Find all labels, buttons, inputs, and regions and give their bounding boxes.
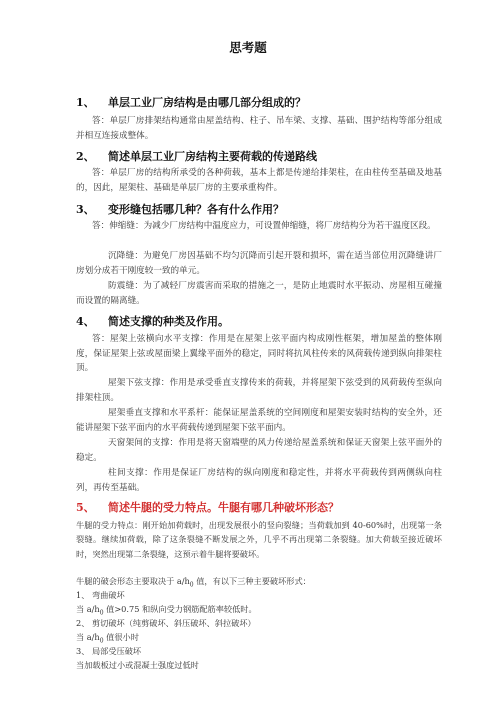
question-5-heading — [76, 499, 339, 515]
answer-4-skylight-bracing: 天窗架间的支撑：作用是将天窗端壁的风力传递给屋盖系统和保证天窗架上弦平面外的稳定。 — [76, 438, 442, 463]
answer-3-expansion-joint: 答：伸缩缝：为减少厂房结构中温度应力，可设置伸缩缝，将厂房结构分为若干温度区段。 — [92, 221, 436, 231]
question-1-text: 单层工业厂房结构是由哪几部分组成的？ — [108, 96, 306, 109]
failure-mode-2-condition: 当 $a/h_0$ 值很小时 — [76, 632, 139, 645]
answer-1: 答：单层厂房排架结构通常由屋盖结构、柱子、吊车梁、支撑、基础、围护结构等部分组成并相互连接成整体。 — [76, 116, 442, 141]
question-5-text: 简述牛腿的受力特点。牛腿有哪几种破坏形态？ — [108, 501, 339, 514]
question-2-heading — [76, 148, 317, 164]
answer-3-settlement-joint: 沉降缝：为避免厂房因基础不均匀沉降而引起开裂和损坏，需在适当部位用沉降缝讲厂房划分成若干刚度较一致的单元。 — [76, 251, 442, 276]
question-2-number: 2、 — [76, 150, 95, 163]
answer-4-bottom-chord-bracing: 屋架下弦支撑：作用是承受垂直支撑传来的荷载，并将屋架下弦受到的风荷载传至纵向排架柱顶。 — [76, 378, 442, 403]
question-1-number: 1、 — [76, 96, 95, 109]
failure-mode-1: 1、 弯曲破坏 — [76, 590, 125, 600]
question-5-number: 5、 — [76, 501, 95, 514]
question-3-number: 3、 — [76, 203, 95, 216]
answer-2: 答：单层厂房的结构所承受的各种荷载，基本上都是传递给排架柱，在由柱传至基础及地基的，因此，屋架柱、基础是单层厂房的主要承重构件。 — [76, 168, 442, 193]
answer-4-column-bracing: 柱间支撑：作用是保证厂房结构的纵向刚度和稳定性，并将水平荷载传到两侧纵向柱列，再传至基础。 — [76, 468, 442, 493]
question-4-text: 简述支撑的种类及作用。 — [108, 315, 229, 328]
failure-mode-2: 2、 剪切破坏（纯剪破坏、斜压破坏、斜拉破坏） — [76, 618, 256, 628]
failure-mode-1-condition: 当 $a/h_0$ 值>0.75 和纵向受力钢筋配筋率较低时。 — [76, 604, 257, 617]
question-4-number: 4、 — [76, 315, 95, 328]
question-2-text: 简述单层工业厂房结构主要荷载的传递路线 — [108, 150, 317, 163]
page-title: 思考题 — [229, 40, 267, 55]
answer-4-top-chord-bracing: 答：屋架上弦横向水平支撑：作用是在屋架上弦平面内构成刚性框架，增加屋盖的整体刚度，保证屋架上弦或屋面梁上翼缘平面外的稳定，同时将抗风柱传来的风荷载传递到纵向排架柱顶。 — [76, 334, 442, 374]
answer-5-failure-intro: 牛腿的破会形态主要取决于 $a/h_0$ 值，有以下三种主要破坏形式： — [76, 576, 311, 589]
failure-mode-3-condition: 当加载板过小或混凝土强度过低时 — [76, 660, 199, 670]
answer-5-stress-characteristics: 牛腿的受力特点：刚开始加荷载时，出现发展很小的竖向裂缝；当荷载加到 40-60%时，出现第一条裂缝。继续加荷载，除了这条裂缝不断发展之外，几乎不再出现第二条裂缝。加大荷载至接近破坏时，突然出现第二条裂缝，这预示着牛腿将要破坏。 — [76, 520, 442, 559]
answer-3-seismic-joint: 防震缝：为了减轻厂房震害而采取的措施之一，是防止地震时水平振动、房屋相互碰撞而设置的隔离缝。 — [76, 281, 442, 306]
answer-4-vertical-bracing: 屋架垂直支撑和水平系杆：能保证屋盖系统的空间刚度和屋架安装时结构的安全外，还能讲屋架下弦平面内的水平荷载传递到屋架下弦平面内。 — [76, 408, 442, 433]
question-3-text: 变形缝包括哪几种？各有什么作用？ — [108, 203, 284, 216]
failure-mode-3: 3、 局部受压破坏 — [76, 646, 142, 656]
question-3-heading — [76, 201, 284, 217]
question-1-heading — [76, 94, 306, 110]
question-4-heading — [76, 313, 229, 329]
